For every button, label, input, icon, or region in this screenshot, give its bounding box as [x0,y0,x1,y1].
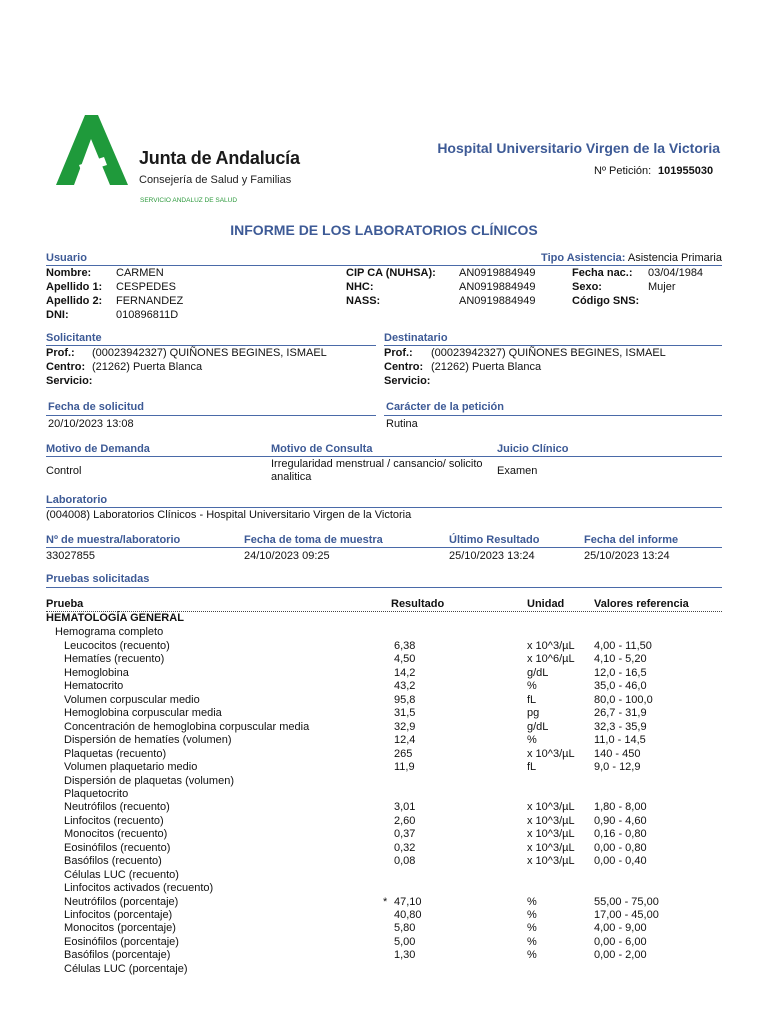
ultimo-resultado-value: 25/10/2023 13:24 [449,550,535,562]
table-row [0,721,768,735]
org-service: SERVICIO ANDALUZ DE SALUD [140,197,238,204]
apellido2-label: Apellido 2: [46,295,103,307]
fecha-solicitud-label: Fecha de solicitud [48,401,144,413]
toma-muestra-value: 24/10/2023 09:25 [244,550,330,562]
reference-range: 12,0 - 16,5 [594,666,647,679]
table-row [0,909,768,923]
dest-centro-label: Centro: [384,361,424,373]
reference-range: 0,16 - 0,80 [594,828,647,841]
section-pruebas: Pruebas solicitadas [46,573,150,585]
reference-range: 55,00 - 75,00 [594,895,659,908]
result-unit: g/dL [527,720,549,733]
result-value: 5,80 [394,922,416,935]
section-solicitante: Solicitante [46,332,102,344]
reference-range: 35,0 - 46,0 [594,680,647,693]
test-name: Células LUC (porcentaje) [64,962,188,975]
motivo-consulta-line1: Irregularidad menstrual / cansancio/ solicito [271,458,483,470]
reference-range: 26,7 - 31,9 [594,707,647,720]
result-value: 4,50 [394,653,416,666]
org-subtitle: Consejería de Salud y Familias [139,174,292,186]
table-row [0,922,768,936]
motivo-rule [46,456,722,457]
test-name: Hematocrito [64,680,124,693]
table-row [0,855,768,869]
test-name: Volumen corpuscular medio [64,693,200,706]
test-name: Plaquetocrito [64,787,129,800]
laboratorio-value: (004008) Laboratorios Clínicos - Hospital Universitario Virgen de la Victoria [46,509,412,521]
table-row [0,640,768,654]
test-name: Células LUC (recuento) [64,868,179,881]
nass-value: AN0919884949 [459,295,536,307]
result-unit: % [527,909,537,921]
apellido2-value: FERNANDEZ [116,295,184,307]
result-unit: fL [527,761,537,774]
hospital-name: Hospital Universitario Virgen de la Victoria [437,140,720,156]
test-name: Eosinófilos (recuento) [64,841,171,854]
juicio-clinico-label: Juicio Clínico [497,443,569,455]
sns-label: Código SNS: [572,295,640,307]
table-row [0,801,768,815]
group-hematologia: HEMATOLOGÍA GENERAL [46,612,184,624]
reference-range: 11,0 - 14,5 [594,734,646,747]
sol-centro-value: (21262) Puerta Blanca [92,361,203,373]
fecha-informe-label: Fecha del informe [584,534,679,546]
dest-prof-label: Prof.: [384,347,413,359]
test-name: Volumen plaquetario medio [64,761,198,774]
result-unit: pg [527,707,540,720]
org-name: Junta de Andalucía [139,148,300,168]
result-unit: % [527,895,537,908]
result-unit: x 10^6/µL [527,653,575,666]
dest-servicio-label: Servicio: [384,375,431,387]
reference-range: 32,3 - 35,9 [594,720,647,733]
result-value: 0,37 [394,828,416,841]
section-destinatario: Destinatario [384,332,448,344]
juicio-clinico-value: Examen [497,465,538,477]
test-name: Hemoglobina [64,666,129,679]
nhc-label: NHC: [346,281,374,293]
result-value: 5,00 [394,935,416,948]
motivo-consulta-label: Motivo de Consulta [271,443,373,455]
col-prueba: Prueba [46,598,84,610]
tipo-asistencia-value: Asistencia Primaria [627,252,722,264]
caracter-rule [384,415,722,416]
result-unit: % [527,680,537,693]
laboratorio-rule [46,507,722,508]
test-name: Dispersión de hematíes (volumen) [64,734,232,747]
table-row [0,828,768,842]
num-muestra-label: Nº de muestra/laboratorio [46,534,181,546]
reference-range: 0,00 - 0,40 [594,855,647,868]
test-name: Neutrófilos (recuento) [64,801,170,814]
usuario-rule [46,265,722,266]
result-unit: g/dL [527,666,549,679]
solicitante-rule [46,345,376,346]
table-row [0,815,768,829]
test-name: Linfocitos (porcentaje) [64,909,173,921]
sexo-label: Sexo: [572,281,602,293]
reference-range: 1,80 - 8,00 [594,801,647,814]
table-row [0,694,768,708]
result-unit: % [527,949,537,962]
test-name: Dispersión de plaquetas (volumen) [64,774,234,787]
fecha-solicitud-value: 20/10/2023 13:08 [48,418,134,430]
result-unit: x 10^3/µL [527,841,575,854]
section-laboratorio: Laboratorio [46,494,108,506]
result-value: 3,01 [394,801,416,814]
section-usuario: Usuario [46,252,87,264]
petition-number: 101955030 [658,165,714,177]
result-value: 2,60 [394,814,416,827]
fecha-informe-value: 25/10/2023 13:24 [584,550,670,562]
junta-logo-icon [52,113,130,187]
table-row [0,680,768,694]
test-name: Plaquetas (recuento) [64,747,167,760]
result-value: 95,8 [394,693,416,706]
result-value: 14,2 [394,666,416,679]
test-name: Monocitos (porcentaje) [64,922,176,935]
table-row [0,936,768,950]
result-unit: x 10^3/µL [527,640,575,652]
sol-servicio-label: Servicio: [46,375,93,387]
result-value: 12,4 [394,734,416,747]
result-value: 43,2 [394,680,416,693]
reference-range: 0,00 - 6,00 [594,935,647,948]
fnac-value: 03/04/1984 [648,267,704,279]
result-value: 31,5 [394,707,416,720]
reference-range: 140 - 450 [594,747,641,760]
reference-range: 0,00 - 2,00 [594,949,647,962]
result-value: 1,30 [394,949,416,962]
test-name: Monocitos (recuento) [64,828,168,841]
col-unidad: Unidad [527,598,565,610]
subgroup-hemograma: Hemograma completo [55,626,164,638]
tipo-asistencia [541,252,722,264]
result-unit: x 10^3/µL [527,814,575,827]
reference-range: 9,0 - 12,9 [594,761,641,774]
table-row [0,963,768,977]
dest-prof-value: (00023942327) QUIÑONES BEGINES, ISMAEL [431,347,666,359]
result-unit: x 10^3/µL [527,855,575,868]
test-name: Basófilos (porcentaje) [64,949,171,962]
result-value: 47,10 [394,895,422,908]
sol-prof-label: Prof.: [46,347,75,359]
toma-muestra-label: Fecha de toma de muestra [244,534,383,546]
reference-range: 4,10 - 5,20 [594,653,647,666]
motivo-demanda-value: Control [46,465,82,477]
caracter-value: Rutina [386,418,418,430]
result-unit: % [527,922,537,935]
cip-value: AN0919884949 [459,267,536,279]
fnac-label: Fecha nac.: [572,267,633,279]
pruebas-rule [46,587,722,588]
table-row [0,882,768,896]
num-muestra-value: 33027855 [46,550,95,562]
muestra-rule [46,547,722,548]
test-name: Linfocitos (recuento) [64,814,164,827]
reference-range: 0,00 - 0,80 [594,841,647,854]
test-name: Concentración de hemoglobina corpuscular media [64,720,310,733]
nombre-value: CARMEN [116,267,164,279]
motivo-consulta-line2: analitica [271,471,312,483]
fecha-solicitud-rule [46,415,376,416]
ultimo-resultado-label: Último Resultado [449,534,540,546]
dni-label: DNI: [46,309,69,321]
test-name: Eosinófilos (porcentaje) [64,935,179,948]
sol-prof-value: (00023942327) QUIÑONES BEGINES, ISMAEL [92,347,327,359]
table-row [0,707,768,721]
result-flag: * [383,895,388,908]
report-title: INFORME DE LOS LABORATORIOS CLÍNICOS [230,222,538,238]
result-unit: x 10^3/µL [527,801,575,814]
result-unit: % [527,935,537,948]
result-unit: fL [527,693,537,706]
table-row [0,667,768,681]
table-row [0,761,768,775]
result-value: 0,32 [394,841,416,854]
reference-range: 17,00 - 45,00 [594,909,659,921]
test-name: Neutrófilos (porcentaje) [64,895,179,908]
petition-label: Nº Petición: [594,165,652,177]
sol-centro-label: Centro: [46,361,86,373]
motivo-demanda-label: Motivo de Demanda [46,443,150,455]
col-resultado: Resultado [391,598,445,610]
table-row [0,896,768,910]
nombre-label: Nombre: [46,267,92,279]
destinatario-rule [384,345,722,346]
table-row [0,748,768,762]
test-name: Linfocitos activados (recuento) [64,882,214,895]
dest-centro-value: (21262) Puerta Blanca [431,361,542,373]
reference-range: 0,90 - 4,60 [594,814,647,827]
test-name: Hemoglobina corpuscular media [64,707,222,720]
nass-label: NASS: [346,295,381,307]
result-value: 6,38 [394,640,416,652]
test-name: Leucocitos (recuento) [64,640,170,652]
table-row [0,949,768,963]
apellido1-label: Apellido 1: [46,281,103,293]
result-value: 265 [394,747,413,760]
result-value: 40,80 [394,909,422,921]
result-unit: % [527,734,537,747]
tipo-asistencia-label: Tipo Asistencia: [541,252,626,264]
result-value: 0,08 [394,855,416,868]
reference-range: 4,00 - 9,00 [594,922,647,935]
reference-range: 80,0 - 100,0 [594,693,653,706]
table-row [0,775,768,789]
reference-range: 4,00 - 11,50 [594,640,652,652]
test-name: Hematíes (recuento) [64,653,165,666]
table-row [0,788,768,802]
sexo-value: Mujer [648,281,676,293]
apellido1-value: CESPEDES [116,281,176,293]
result-value: 11,9 [394,761,415,774]
result-unit: x 10^3/µL [527,828,575,841]
result-value: 32,9 [394,720,416,733]
col-valores-referencia: Valores referencia [594,598,689,610]
table-row [0,869,768,883]
dni-value: 010896811D [116,309,179,321]
table-row [0,653,768,667]
cip-label: CIP CA (NUHSA): [346,267,436,279]
result-unit: x 10^3/µL [527,747,575,760]
test-name: Basófilos (recuento) [64,855,162,868]
table-row [0,842,768,856]
table-row [0,734,768,748]
caracter-label: Carácter de la petición [386,401,504,413]
nhc-value: AN0919884949 [459,281,536,293]
